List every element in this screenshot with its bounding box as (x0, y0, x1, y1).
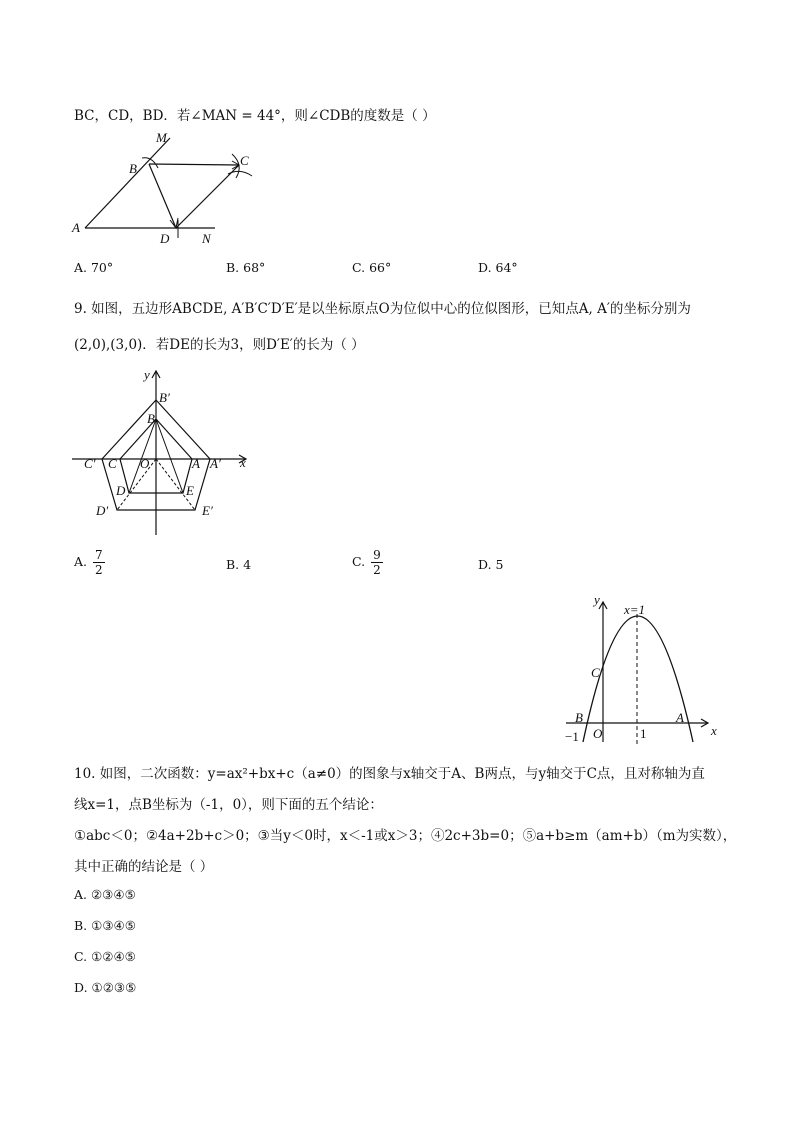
q9-label-C: C (108, 456, 117, 471)
q10-stem-line3: ①abc＜0；②4a+2b+c＞0；③当y＜0时，x＜-1或x＞3；④2c+3b=0；⑤a+b≥m（am+b）（m为实数）， (74, 828, 737, 844)
q8-option-c[interactable]: C. 66° (352, 260, 392, 275)
q9-label-C-prime: C′ (84, 456, 96, 471)
q8-option-b[interactable]: B. 68° (226, 260, 266, 275)
q10-label-neg1: −1 (565, 729, 579, 744)
q9-option-c-denominator: 2 (373, 563, 381, 577)
q10-label-O: O (593, 726, 603, 741)
q9-stem-line2: (2,0),(3,0)．若DE的长为3，则D′E′的长为（ ） (74, 337, 365, 353)
q9-label-D: D (116, 483, 126, 498)
q10-label-one: 1 (640, 726, 647, 741)
q9-label-A-prime: A′ (210, 456, 221, 471)
q8-option-a[interactable]: A. 70° (74, 260, 114, 275)
q9-option-c-numerator: 9 (373, 548, 381, 562)
q9-option-d[interactable]: D. 5 (478, 557, 504, 572)
q8-figure (60, 128, 320, 248)
q9-option-a-fraction (93, 548, 105, 577)
q10-label-axis: x=1 (624, 602, 646, 617)
q8-label-B: B (129, 161, 137, 176)
q9-label-x: x (240, 455, 246, 470)
q10-figure (558, 590, 728, 750)
q9-figure (70, 365, 270, 540)
q9-label-y: y (144, 367, 150, 382)
q10-label-C: C (591, 665, 600, 680)
q10-stem-line1: 10. 如图，二次函数：y=ax²+bx+c（a≠0）的图象与x轴交于A、B两点，与y轴交于C点，且对称轴为直 (74, 766, 705, 782)
q9-label-E: E (186, 483, 194, 498)
q8-option-d[interactable]: D. 64° (478, 260, 518, 275)
q9-label-B-prime: B′ (159, 390, 170, 405)
q10-option-d[interactable]: D. ①②③⑤ (74, 980, 137, 995)
q9-option-a[interactable] (74, 548, 105, 577)
q9-label-O: O (140, 456, 150, 471)
q8-stem: BC，CD，BD．若∠MAN = 44°，则∠CDB的度数是（ ） (74, 108, 436, 124)
q10-option-c[interactable]: C. ①②④⑤ (74, 949, 136, 964)
q9-option-c-prefix: C. (352, 554, 366, 569)
q10-option-b[interactable]: B. ①③④⑤ (74, 918, 136, 933)
q10-label-A: A (676, 710, 684, 725)
q8-label-C: C (240, 153, 249, 168)
q9-option-c-fraction (371, 548, 383, 577)
q9-option-a-numerator: 7 (95, 548, 103, 562)
q8-label-N: N (202, 231, 211, 246)
q8-label-A: A (72, 220, 80, 235)
q9-label-E-prime: E′ (202, 503, 213, 518)
q10-stem-line2: 线x=1，点B坐标为（-1，0），则下面的五个结论： (74, 797, 383, 813)
q9-option-a-denominator: 2 (95, 563, 103, 577)
q9-option-a-prefix: A. (74, 554, 88, 569)
q10-stem-line4: 其中正确的结论是（ ） (74, 859, 214, 875)
q10-label-x: x (711, 723, 717, 738)
q10-label-y: y (594, 592, 600, 607)
q9-option-c[interactable] (352, 548, 383, 577)
q8-label-M: M (156, 130, 167, 145)
q9-option-b[interactable]: B. 4 (226, 557, 252, 572)
q10-label-B: B (575, 710, 583, 725)
q9-label-D-prime: D′ (96, 503, 109, 518)
q8-label-D: D (160, 231, 170, 246)
q10-option-a[interactable]: A. ②③④⑤ (74, 887, 136, 902)
q9-label-B: B (147, 411, 155, 426)
q9-stem-line1: 9. 如图，五边形ABCDE, A′B′C′D′E′是以坐标原点O为位似中心的位似图形，已知点A, A′的坐标分别为 (74, 301, 691, 317)
q9-label-A: A (192, 456, 200, 471)
